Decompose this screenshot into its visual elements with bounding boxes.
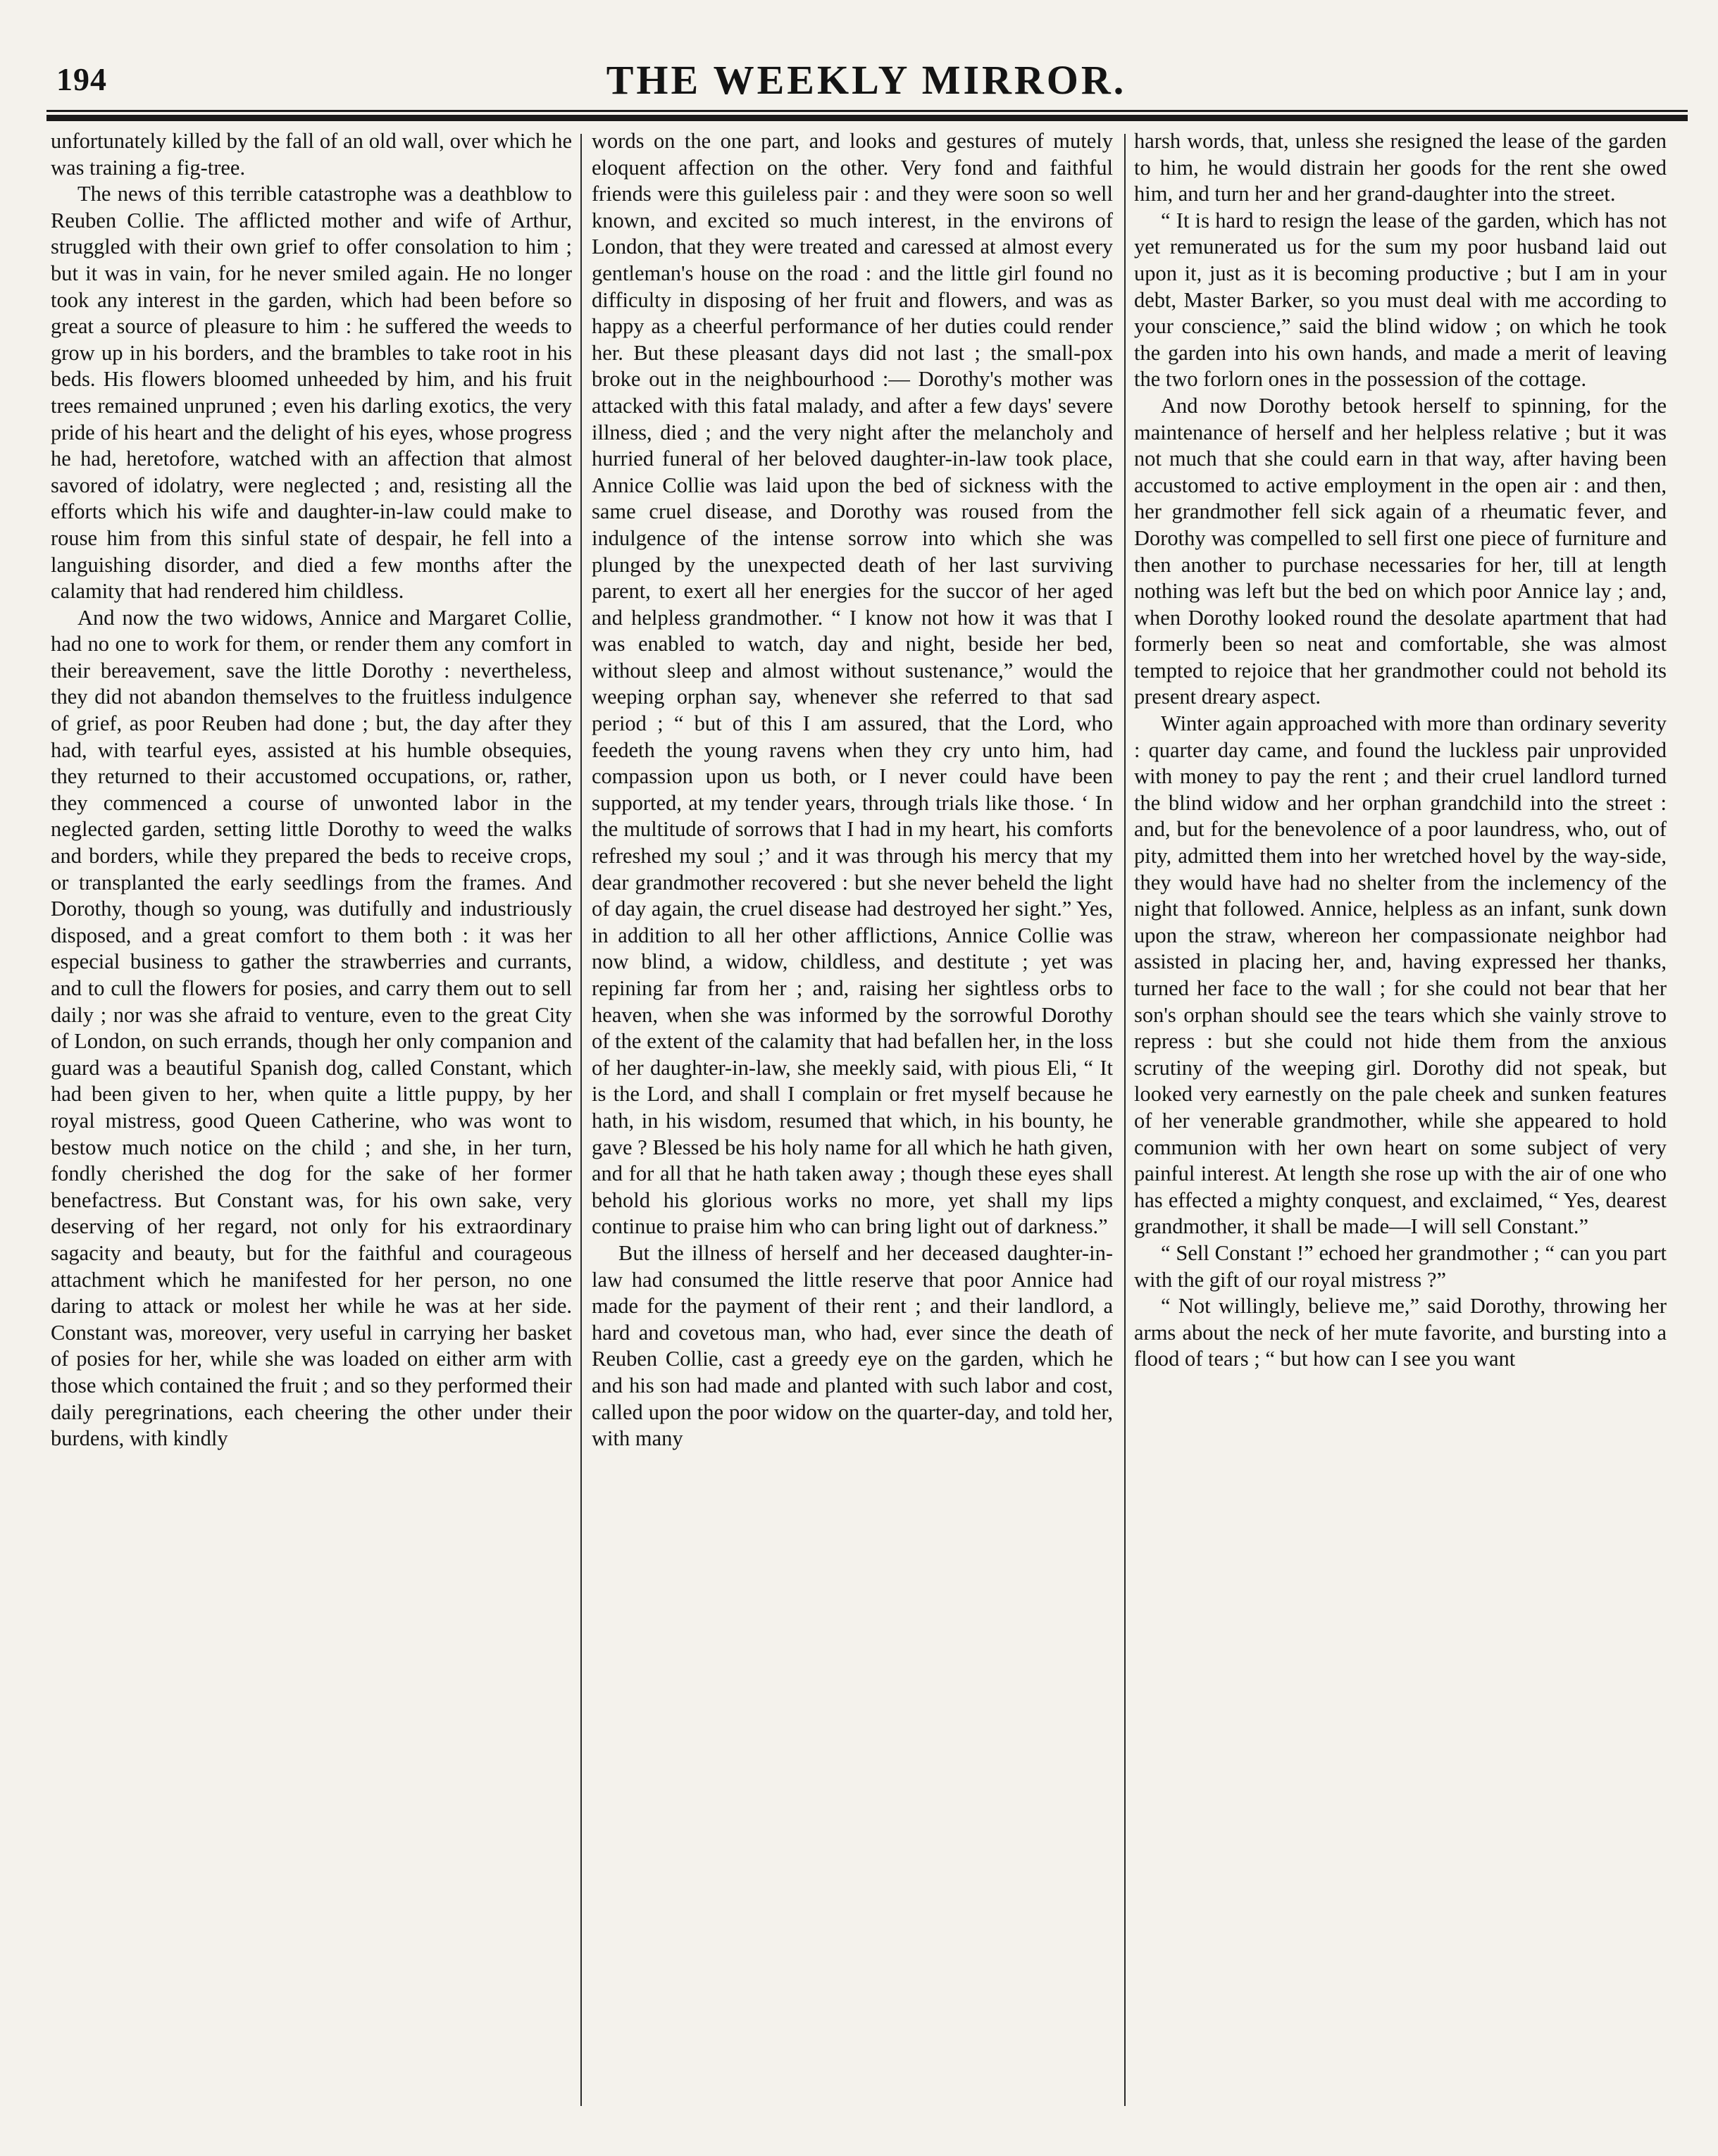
article-paragraph: The news of this terrible catastrophe was a deathblow to Reuben Collie. The afflicted mother and wife of Arthur, struggled with their own grief to offer consolation to him ; but it was in vain, for he never smiled again. He no longer took any interest in the garden, which had been before so great a source of pleasure to him : he suffered the weeds to grow up in his borders, and the brambles to take root in his beds. His flowers bloomed unheeded by him, and his fruit trees remained unpruned ; even his darling exotics, the very pride of his heart and the delight of his eyes, whose progress he had, heretofore, watched with an affection that almost savored of idolatry, were neglected ; and, resisting all the efforts which his wife and daughter-in-law could make to rouse him from this sinful state of despair, he fell into a languishing disorder, and died a few months after the calamity that had rendered him childless. <box>51 182 572 604</box>
article-paragraph: “ Sell Constant !” echoed her grandmother ; “ can you part with the gift of our royal mistress ?” <box>1134 1240 1667 1292</box>
article-paragraph: But the illness of herself and her deceased daughter-in-law had consumed the little reserve that poor Annice had made for the payment of their rent ; and their landlord, a hard and covetous man, who had, ever since the death of Reuben Collie, cast a greedy eye on the garden, which he and his son had made and planted with such labor and cost, called upon the poor widow on the quarter-day, and told her, with many <box>592 1240 1113 1451</box>
article-paragraph: “ Not willingly, believe me,” said Dorothy, throwing her arms about the neck of her mute favorite, and bursting into a flood of tears ; “ but how can I see you want <box>1134 1294 1667 1371</box>
column-divider <box>580 134 582 2106</box>
page-number: 194 <box>56 61 107 97</box>
header-rule-thin <box>46 110 1688 112</box>
header-rule-thick <box>46 115 1688 121</box>
text-column-1 <box>51 128 572 2114</box>
journal-title: THE WEEKLY MIRROR. <box>606 57 1127 103</box>
article-paragraph: And now the two widows, Annice and Margaret Collie, had no one to work for them, or render them any comfort in their bereavement, save the little Dorothy : nevertheless, they did not abandon themselves to the fruitless indulgence of grief, as poor Reuben had done ; but, the day after they had, with tearful eyes, assisted at his humble obsequies, they returned to their accustomed occupations, or, rather, they commenced a course of unwonted labor in the neglected garden, setting little Dorothy to weed the walks and borders, while they prepared the beds to receive crops, or transplanted the early seedlings from the frames. And Dorothy, though so young, was dutifully and industriously disposed, and a great comfort to them both : it was her especial business to gather the strawberries and currants, and to cull the flowers for posies, and carry them out to sell daily ; nor was she afraid to venture, even to the great City of London, on such errands, though her only companion and guard was a beautiful Spanish dog, called Constant, which had been given to her, when quite a little puppy, by her royal mistress, good Queen Catherine, who was wont to bestow much notice on the child ; and she, in her turn, fondly cherished the dog for the sake of her former benefactress. But Constant was, for his own sake, very deserving of her regard, not only for his extraordinary sagacity and beauty, but for the faithful and courageous attachment which he manifested for her person, no one daring to attack or molest her while he was at her side. Constant was, moreover, very useful in carrying her basket of posies for her, while she was loaded on either arm with those which contained the fruit ; and so they performed their daily peregrinations, each cheering the other under their burdens, with kindly <box>51 605 572 1451</box>
article-paragraph: “ It is hard to resign the lease of the garden, which has not yet remunerated us for the sum my poor husband laid out upon it, just as it is becoming productive ; but I am in your debt, Master Barker, so you must deal with me according to your conscience,” said the blind widow ; on which he took the garden into his own hands, and made a merit of leaving the two forlorn ones in the possession of the cottage. <box>1134 208 1667 392</box>
page-header <box>56 56 1676 113</box>
article-paragraph: Winter again approached with more than ordinary severity : quarter day came, and found the luckless pair unprovided with money to pay the rent ; and their cruel landlord turned the blind widow and her orphan grandchild into the street : and, but for the benevolence of a poor laundress, who, out of pity, admitted them into her wretched hovel by the way-side, they would have had no shelter from the inclemency of the night that followed. Annice, helpless as an infant, sunk down upon the straw, whereon her compassionate neighbor had assisted in placing her, and, having expressed her thanks, turned her face to the wall ; for she could not bear that her son's orphan should see the tears which she vainly strove to repress : but she could not hide them from the anxious scrutiny of the weeping girl. Dorothy did not speak, but looked very earnestly on the pale cheek and sunken features of her venerable grandmother, while she appeared to hold communion with her own heart on some subject of very painful interest. At length she rose up with the air of one who has effected a mighty conquest, and exclaimed, “ Yes, dearest grandmother, it shall be made—I will sell Constant.” <box>1134 711 1667 1239</box>
column-divider <box>1124 134 1126 2106</box>
article-paragraph: harsh words, that, unless she resigned the lease of the garden to him, he would distrain her goods for the rent she owed him, and turn her and her grand-daughter into the street. <box>1134 129 1667 206</box>
article-paragraph: words on the one part, and looks and gestures of mutely eloquent affection on the other. Very fond and faithful friends were this guileless pair : and they were soon so well known, and excited so much interest, in the environs of London, that they were treated and caressed at almost every gentleman's house on the road : and the little girl found no difficulty in disposing of her fruit and flowers, and was as happy as a cheerful performance of her duties could render her. But these pleasant days did not last ; the small-pox broke out in the neighbourhood :— Dorothy's mother was attacked with this fatal malady, and after a few days' severe illness, died ; and the very night after the melancholy and hurried funeral of her beloved daughter-in-law took place, Annice Collie was laid upon the bed of sickness with the same cruel disease, and Dorothy was roused from the indulgence of the intense sorrow into which she was plunged by the unexpected death of her last surviving parent, to exert all her energies for the succor of her aged and helpless grandmother. “ I know not how it was that I was enabled to watch, day and night, beside her bed, without sleep and almost without sustenance,” would the weeping orphan say, whenever she referred to that sad period ; “ but of this I am assured, that the Lord, who feedeth the young ravens when they cry unto him, had compassion upon us both, or I never could have been supported, at my tender years, through trials like those. ‘ In the multitude of sorrows that I had in my heart, his comforts refreshed my soul ;’ and it was through his mercy that my dear grandmother recovered : but she never beheld the light of day again, the cruel disease had destroyed her sight.” Yes, in addition to all her other afflictions, Annice Collie was now blind, a widow, childless, and destitute ; yet was repining far from her ; and, raising her sightless orbs to heaven, when she was informed by the sorrowful Dorothy of the extent of the calamity that had befallen her, in the loss of her daughter-in-law, she meekly said, with pious Eli, “ It is the Lord, and shall I complain or fret myself because he hath, in his wisdom, resumed that which, in his bounty, he gave ? Blessed be his holy name for all which he hath given, and for all that he hath taken away ; though these eyes shall behold his glorious works no more, yet shall my lips continue to praise him who can bring light out of darkness.” <box>592 129 1113 1239</box>
text-column-3 <box>1134 128 1667 2114</box>
article-paragraph: unfortunately killed by the fall of an old wall, over which he was training a fig-tree. <box>51 129 572 180</box>
text-column-2 <box>592 128 1113 2114</box>
article-paragraph: And now Dorothy betook herself to spinning, for the maintenance of herself and her helpless relative ; but it was not much that she could earn in that way, after having been accustomed to active employment in the open air : and then, her grandmother fell sick again of a rheumatic fever, and Dorothy was compelled to sell first one piece of furniture and then another to purchase necessaries for her, till at length nothing was left but the bed on which poor Annice lay ; and, when Dorothy looked round the desolate apartment that had formerly been so neat and comfortable, she was almost tempted to rejoice that her grandmother could not behold its present dreary aspect. <box>1134 393 1667 709</box>
